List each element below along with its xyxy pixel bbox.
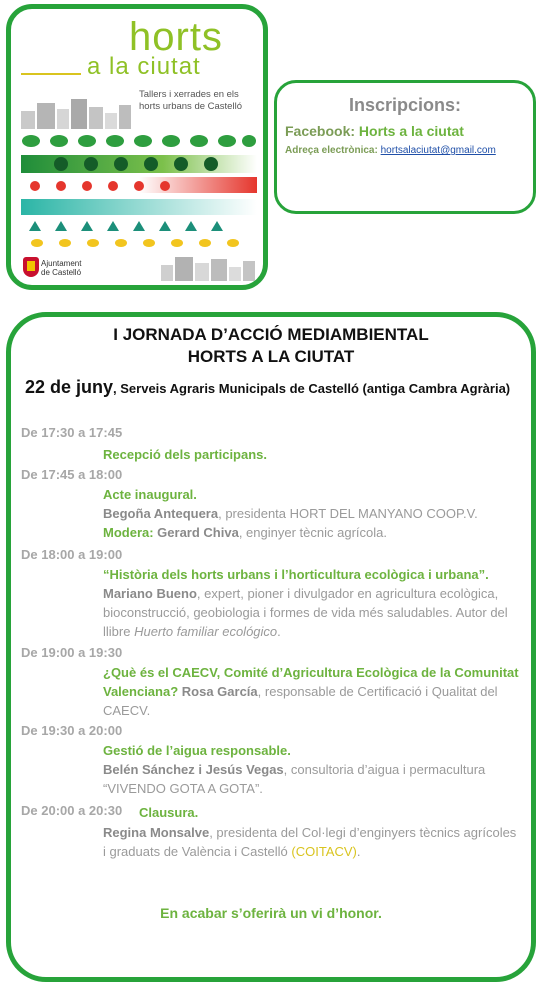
program-title-line2: HORTS A LA CIUTAT <box>187 347 355 366</box>
slot-detail: Gestió de l’aigua responsable. Belén Sánchez i Jesús Vegas, consultoria d’aigua i permacultura “VIVENDO GOTA A GOTA”. <box>103 743 486 796</box>
slot-time: De 19:30 a 20:00 <box>21 723 123 738</box>
poster-tagline: Tallers i xerrades en els horts urbans de Castelló <box>139 89 242 112</box>
slot-detail-head: Clausura. <box>139 805 199 820</box>
program-venue: , Serveis Agraris Municipals de Castelló (antiga Cambra Agrària) <box>113 381 511 396</box>
slot-detail: “Història dels horts urbans i l’horticultura ecològica i urbana”. Mariano Bueno, expert, pioner i divulgador en agricultura ecològica, bioconstrucció, geobiologia i formes de vida més saludables. Autor del llibre Huerto familiar ecológico. <box>103 567 508 639</box>
poster-title-underline <box>21 73 81 75</box>
program-card <box>6 312 536 982</box>
slot-detail: Recepció dels participans. <box>103 447 268 462</box>
slot-time: De 20:00 a 20:30 <box>21 803 123 818</box>
city-council-logo-text: Ajuntament de Castelló <box>41 259 82 277</box>
program-date: 22 de juny <box>25 377 114 397</box>
squash-row-illustration <box>21 219 257 249</box>
poster-title: horts <box>129 15 223 59</box>
facebook-label: Facebook: <box>285 123 356 139</box>
bottom-skyline-illustration <box>161 255 257 281</box>
teal-band-illustration <box>21 199 257 215</box>
slot-time: De 17:30 a 17:45 <box>21 425 123 440</box>
poster-subtitle: a la ciutat <box>87 53 201 80</box>
email-link[interactable]: hortsalaciutat@gmail.com <box>380 145 496 156</box>
inscriptions-card <box>274 80 536 214</box>
poster-card <box>6 4 268 290</box>
closing-note: En acabar s’oferirà un vi d’honor. <box>160 905 382 921</box>
slot-time: De 18:00 a 19:00 <box>21 547 123 562</box>
city-skyline-illustration <box>21 97 251 129</box>
inscriptions-title: Inscripcions: <box>348 95 462 115</box>
email-label: Adreça electrònica: <box>285 145 378 156</box>
email-line <box>285 145 496 156</box>
facebook-line <box>285 123 464 139</box>
city-crest-icon <box>23 257 39 277</box>
program-date-line <box>25 377 510 398</box>
leaf-row-illustration <box>21 133 257 149</box>
slot-time: De 19:00 a 19:30 <box>21 645 123 660</box>
slot-detail: Regina Monsalve, presidenta del Col·legi d’enginyers tècnics agrícoles i graduats de València i Castelló (COITACV). <box>103 825 517 859</box>
green-band-illustration <box>21 155 257 173</box>
slot-detail: ¿Què és el CAECV, Comité d’Agricultura Ecològica de la Comunitat Valenciana? Rosa García, responsable de Certificació i Qualitat del CAECV. <box>103 665 519 718</box>
slot-time: De 17:45 a 18:00 <box>21 467 123 482</box>
tomato-row-illustration <box>21 177 257 193</box>
program-title-line1: I JORNADA D’ACCIÓ MEDIAMBIENTAL <box>113 325 429 344</box>
facebook-page-name: Horts a la ciutat <box>358 123 464 139</box>
slot-detail: Acte inaugural. Begoña Antequera, presidenta HORT DEL MANYANO COOP.V. Modera: Gerard Chiva, enginyer tècnic agrícola. <box>103 487 478 540</box>
